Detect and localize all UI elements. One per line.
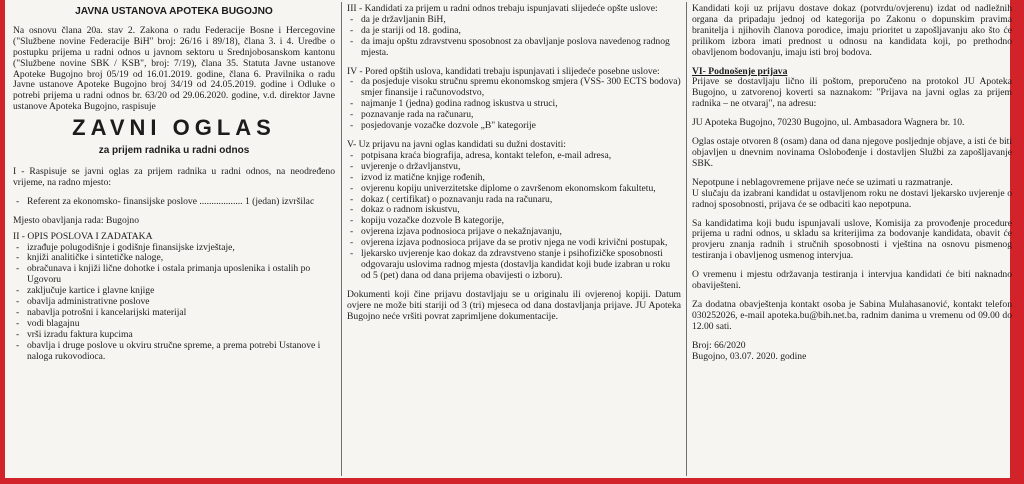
list-item: - ljekarsko uvjerenje kao dokaz da zdravstveno stanje i psihofizičke sposobnosti odgovaraju uslovima radnog mjesta (dostavlja kandidat koji bude izabran u roku od 5 (pet) dana od dana prijema obavijesti o izboru).	[347, 249, 681, 282]
list-item: - da imaju opštu zdravstvenu sposobnost za obavljanje poslova navedenog radnog mjesta.	[347, 37, 681, 59]
failure-note: U slučaju da izabrani kandidat u ostavljenom roku ne dostavi ljekarsko uvjerenje o radnoj sposobnosti, prijava će se odbaciti kao nepotpuna.	[692, 187, 1012, 210]
list-item: - ovjerena izjava podnosioca prijave da se protiv njega ne vodi krivični postupak,	[347, 238, 681, 249]
submission-paragraph: Prijave se dostavljaju lično ili poštom, preporučeno na protokol JU Apoteka Bugojno, u zatvorenoj koverti sa naznakom: "Prijava na javni oglas za prijem radnika – ne otvaraj", na adresu:	[692, 76, 1012, 110]
list-item: - uvjerenje o državljanstvu,	[347, 162, 681, 173]
list-item: - vrši izradu faktura kupcima	[13, 330, 335, 341]
duties-list	[13, 243, 335, 363]
issue-date: Bugojno, 03.07. 2020. godine	[692, 350, 807, 362]
list-item: - nabavlja potrošni i kancelarijski materijal	[13, 308, 335, 319]
section-4-title: IV - Pored opštih uslova, kandidati trebaju ispunjavati i slijedeće posebne uslove:	[347, 65, 660, 77]
contact-paragraph: Za dodatna obavještenja kontakt osoba je Sabina Mulahasanović, kontakt telefon 030252026, e-mail apoteka.bu@bih.net.ba, radnim danima u vremenu od 09.00 do 12.00 sati.	[692, 298, 1012, 332]
institution-title: JAVNA USTANOVA APOTEKA BUGOJNO	[75, 6, 273, 17]
section-5-title: V- Uz prijavu na javni oglas kandidati su dužni dostaviti:	[347, 138, 566, 150]
list-item: - obavlja administrativne poslove	[13, 297, 335, 308]
list-item: - ovjerena izjava podnosioca prijave o nekažnjavanju,	[347, 227, 681, 238]
documents-note: Dokumenti koji čine prijavu dostavljaju se u originalu ili ovjerenoj kopiji. Datum ovjere ne može biti stariji od 3 (tri) mjeseca od dana dostavljanja prijave. JU Apoteka Bugojno neće vršiti povrat zaprimljene dokumentacije.	[347, 288, 681, 322]
ad-heading: ZAVNI OGLAS	[72, 115, 276, 141]
list-item: - ovjerenu kopiju univerzitetske diplome o završenom ekonomskom fakultetu,	[347, 184, 681, 195]
column-1	[13, 4, 335, 362]
list-item: - potpisana kraća biografija, adresa, kontakt telefon, e-mail adresa,	[347, 151, 681, 162]
section-6-title: VI- Podnošenje prijava	[692, 65, 788, 77]
address-line: JU Apoteka Bugojno, 70230 Bugojno, ul. Ambasadora Wagnera br. 10.	[692, 117, 965, 129]
work-location: Mjesto obavljanja rada: Bugojno	[13, 214, 140, 226]
section-1: I - Raspisuje se javni oglas za prijem radnika u radni odnos, na neodređeno vrijeme, na radno mjesto:	[13, 165, 335, 188]
list-item: - vodi blagajnu	[13, 319, 335, 330]
list-item: - da je stariji od 18. godina,	[347, 26, 681, 37]
priority-paragraph: Kandidati koji uz prijavu dostave dokaz (potvrdu/ovjerenu) izdat od nadležnih organa da pripadaju jednoj od kategorija po Zakonu o dopunskim pravima branitelja i njihovih članova porodice, imaju prioritet u zapošljavanju ako što će prilikom izbora imati prednost u odnosu na kandidata koji, po prethodno obavljenom bodovanju, imaju isti broj bodova.	[692, 3, 1012, 58]
column-divider	[686, 2, 687, 476]
legal-intro: Na osnovu člana 20a. stav 2. Zakona o radu Federacije Bosne i Hercegovine ("Službene novine Federacije BiH" broj: 26/16 i 89/18), člana 3. i 4. Uredbe o postupku prijema u radni odnos u javnom sektoru u Srednjobosanskom kantonu ("Službene novine SBK / KSB", broj: 7/19), člana 35. Statuta Javne ustanove Apoteke Bugojno broj 05/19 od 16.01.2019. godine, člana 6. Pravilnika o radu Javne ustanove Apoteke Bugojno broj 34/19 od 24.05.2019. godine i Odluke o potrebi prijema u radni odnos br. 63/20 od 29.06.2020. godine, v.d. direktor Javne ustanove Apoteka Bugojno, raspisuje	[13, 24, 335, 113]
column-3	[692, 4, 1012, 362]
list-item: - zaključuje kartice i glavne knjige	[13, 286, 335, 297]
section-3-title: III - Kandidati za prijem u radni odnos trebaju ispunjavati slijedeće opšte uslove:	[347, 3, 658, 14]
incomplete-note: Nepotpune i neblagovremene prijave neće se uzimati u razmatranje.	[692, 176, 953, 188]
page-edge-bottom	[0, 478, 1024, 484]
list-item: - da je državljanin BiH,	[347, 15, 681, 26]
newspaper-page	[5, 0, 1010, 478]
list-item: - kopiju vozačke dozvole B kategorije,	[347, 216, 681, 227]
position-item: - Referent za ekonomsko- finansijske poslove .................. 1 (jedan) izvršilac	[13, 197, 335, 208]
list-item: - obračunava i knjiži lične dohotke i ostala primanja uposlenika i ostalih po Ugovoru	[13, 264, 335, 286]
list-item: - obavlja i druge poslove u okviru stručne spreme, a prema potrebi Ustanove i naloga rukovodioca.	[13, 341, 335, 363]
column-divider	[341, 2, 342, 476]
list-item: - dokaz o radnom iskustvu,	[347, 205, 681, 216]
list-item: - dokaz ( certifikat) o poznavanju rada na računaru,	[347, 195, 681, 206]
duration-paragraph: Oglas ostaje otvoren 8 (osam) dana od dana njegove posljednje objave, a isti će biti objavljen u dnevnim novinama Oslobođenje i dostavljen Službi za zapošljavanje SBK.	[692, 136, 1012, 169]
list-item: - izvod iz matične knjige rođenih,	[347, 173, 681, 184]
reference-number: Broj: 66/2020	[692, 339, 746, 351]
list-item: - najmanje 1 (jedna) godina radnog iskustva u struci,	[347, 99, 681, 110]
list-item: - knjiži analitičke i sintetičke naloge,	[13, 253, 335, 264]
section-2-title: II - OPIS POSLOVA I ZADATAKA	[13, 230, 153, 242]
special-conditions-list	[347, 77, 681, 132]
list-item: - izrađuje polugodišnje i godišnje finansijske izvještaje,	[13, 243, 335, 254]
list-item: - da posjeduje visoku stručnu spremu ekonomskog smjera (VSS- 300 ECTS bodova) smjer finansije i računovodstvo,	[347, 77, 681, 99]
commission-paragraph: Sa kandidatima koji budu ispunjavali uslove, Komisija za provođenje procedure prijema u radni odnos, u skladu sa kriterijima za bodovanje kandidata, obavit će provjeru znanja radnih i stručnih sposobnosti i vještina na osnovu pismenog testiranja i obavljenog usmenog intervjua.	[692, 217, 1012, 262]
position-list	[13, 197, 335, 208]
column-2	[347, 4, 681, 322]
list-item: - posjedovanje vozačke dozvole „B" kategorije	[347, 121, 681, 132]
notice-paragraph: O vremenu i mjestu održavanja testiranja i intervjua kandidati će biti naknadno obaviješteni.	[692, 269, 1012, 292]
documents-list	[347, 151, 681, 282]
page-edge-right	[1010, 0, 1024, 484]
general-conditions-list	[347, 15, 681, 59]
list-item: - poznavanje rada na računaru,	[347, 110, 681, 121]
ad-subheading: za prijem radnika u radni odnos	[98, 145, 250, 157]
